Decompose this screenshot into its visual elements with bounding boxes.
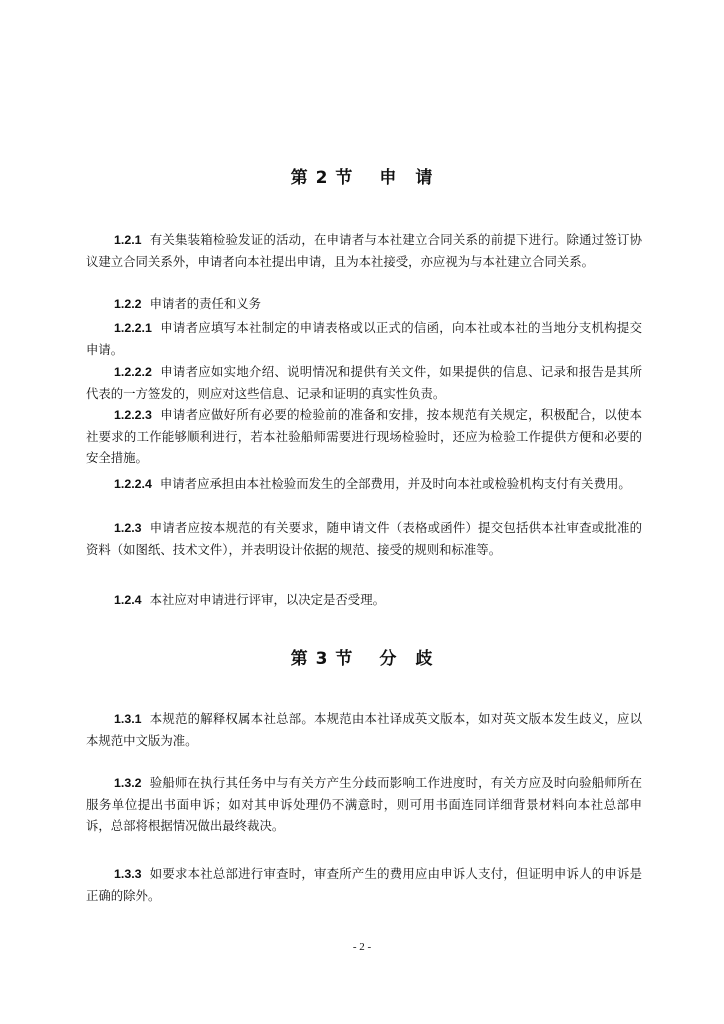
clause-text: 本社应对申请进行评审，以决定是否受理。 bbox=[149, 592, 385, 607]
clause-number: 1.3.3 bbox=[114, 867, 142, 881]
section-number: 第 2 节 bbox=[290, 168, 354, 188]
clause-text: 本规范的解释权属本社总部。本规范由本社译成英文版本，如对英文版本发生歧义，应以本规范中文版为准。 bbox=[86, 711, 642, 748]
paragraph-1-2-2-2 bbox=[86, 361, 642, 404]
paragraph-1-2-3 bbox=[86, 517, 642, 560]
clause-text: 申请者应如实地介绍、说明情况和提供有关文件，如果提供的信息、记录和报告是其所代表的一方签发的，则应对这些信息、记录和证明的真实性负责。 bbox=[86, 364, 642, 401]
page-number: - 2 - bbox=[352, 941, 372, 953]
paragraph-1-2-4 bbox=[114, 589, 385, 611]
paragraph-1-2-1 bbox=[86, 229, 642, 272]
clause-number: 1.2.3 bbox=[114, 521, 142, 535]
paragraph-1-3-1 bbox=[86, 708, 642, 751]
paragraph-1-2-2-1 bbox=[86, 317, 642, 360]
section-number: 第 3 节 bbox=[290, 649, 354, 669]
clause-number: 1.3.1 bbox=[114, 712, 142, 726]
clause-number: 1.2.4 bbox=[114, 593, 142, 607]
clause-number: 1.2.2.2 bbox=[114, 365, 152, 379]
paragraph-1-2-2 bbox=[114, 293, 261, 315]
clause-text: 验船师在执行其任务中与有关方产生分歧而影响工作进度时，有关方应及时向验船师所在服务单位提出书面申诉；如对其申诉处理仍不满意时，则可用书面连同详细背景材料向本社总部申诉，总部将根据情况做出最终裁决。 bbox=[86, 775, 642, 833]
clause-number: 1.2.2 bbox=[114, 297, 142, 311]
section-2-heading bbox=[0, 163, 724, 188]
clause-number: 1.2.2.3 bbox=[114, 408, 152, 422]
paragraph-1-3-2 bbox=[86, 772, 642, 836]
paragraph-1-2-2-3 bbox=[86, 404, 642, 468]
clause-text: 申请者的责任和义务 bbox=[149, 296, 262, 311]
clause-text: 有关集装箱检验发证的活动，在申请者与本社建立合同关系的前提下进行。除通过签订协议建立合同关系外，申请者向本社提出申请，且为本社接受，亦应视为与本社建立合同关系。 bbox=[86, 232, 642, 269]
clause-text: 申请者应做好所有必要的检验前的准备和安排，按本规范有关规定，积极配合，以使本社要求的工作能够顺利进行，若本社验船师需要进行现场检验时，还应为检验工作提供方便和必要的安全措施。 bbox=[86, 407, 642, 465]
clause-text: 如要求本社总部进行审查时，审查所产生的费用应由申诉人支付，但证明申诉人的申诉是正确的除外。 bbox=[86, 866, 642, 903]
clause-number: 1.2.2.4 bbox=[114, 477, 152, 491]
clause-text: 申请者应填写本社制定的申请表格或以正式的信函，向本社或本社的当地分支机构提交申请。 bbox=[86, 320, 642, 357]
paragraph-1-2-2-4 bbox=[86, 473, 642, 495]
clause-number: 1.2.1 bbox=[114, 233, 142, 247]
clause-number: 1.3.2 bbox=[114, 776, 142, 790]
section-title: 分 歧 bbox=[379, 649, 434, 669]
section-title: 申 请 bbox=[379, 168, 434, 188]
section-3-heading bbox=[0, 644, 724, 669]
paragraph-1-3-3 bbox=[86, 863, 642, 906]
clause-number: 1.2.2.1 bbox=[114, 321, 152, 335]
clause-text: 申请者应按本规范的有关要求，随申请文件（表格或函件）提交包括供本社审查或批准的资料（如图纸、技术文件），并表明设计依据的规范、接受的规则和标准等。 bbox=[86, 520, 642, 557]
clause-text: 申请者应承担由本社检验而发生的全部费用，并及时向本社或检验机构支付有关费用。 bbox=[159, 476, 631, 491]
